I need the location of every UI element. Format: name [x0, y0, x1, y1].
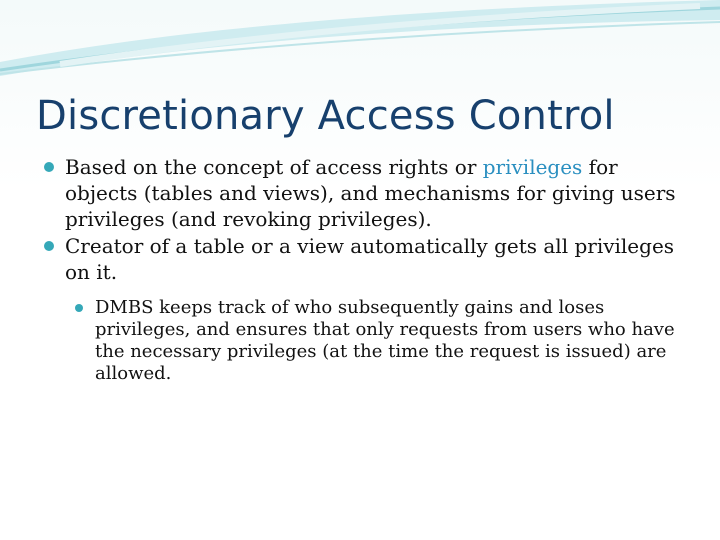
bullet-dot-icon	[44, 162, 54, 172]
sub-bullet-item	[70, 297, 690, 385]
highlighted-term: privileges	[482, 155, 583, 179]
bullet-text: for objects (tables and views), and mechanisms for giving users privileges (and revoking privileges).	[65, 155, 676, 231]
slide-content	[40, 154, 690, 385]
slide-title: Discretionary Access Control	[36, 93, 615, 139]
bullet-text: Based on the concept of access rights or	[65, 155, 483, 179]
bullet-item	[40, 154, 690, 232]
bullet-dot-icon	[44, 241, 54, 251]
bullet-text: Creator of a table or a view automatically gets all privileges on it.	[65, 234, 675, 284]
sub-bullet-dot-icon	[75, 304, 83, 312]
sub-bullet-text: DMBS keeps track of who subsequently gains and loses privileges, and ensures that only requests from users who have the necessary privileges (at the time the request is issued) are allowed.	[95, 297, 675, 384]
bullet-item	[40, 233, 690, 285]
decorative-swoosh	[0, 0, 720, 80]
